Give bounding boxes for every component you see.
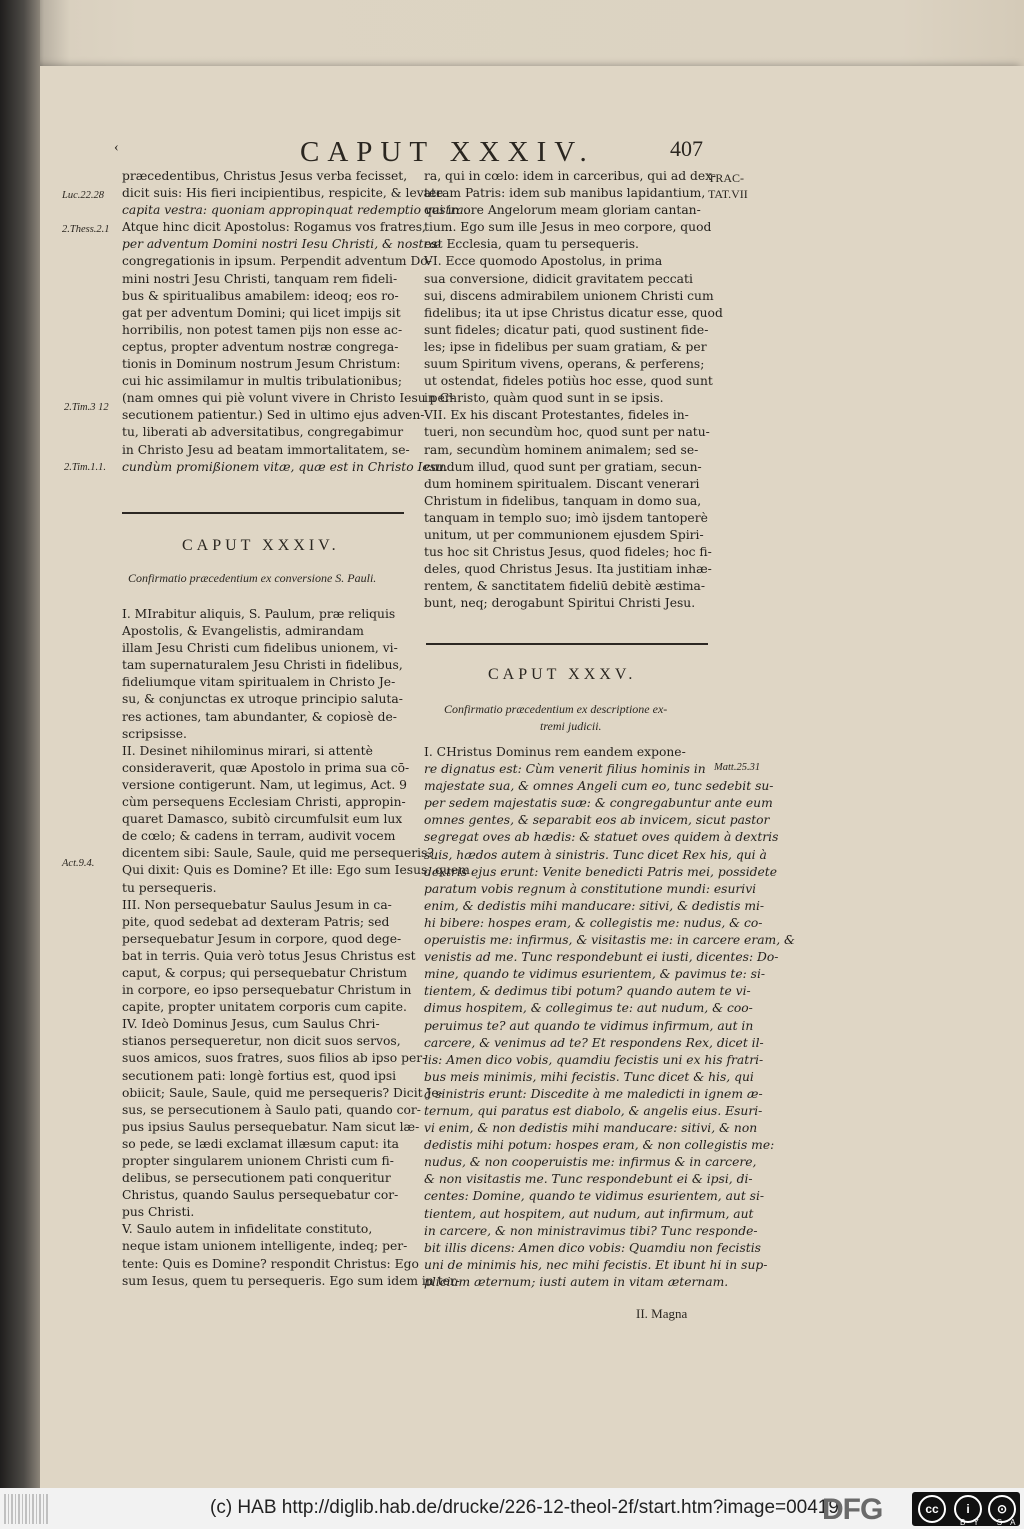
text-line: secutionem pati: longè fortius est, quod ipsi — [122, 1068, 397, 1083]
chapter-35-title: CAPUT XXXV. — [488, 666, 637, 683]
text-line: III. Non persequebatur Saulus Jesum in ca- — [122, 897, 392, 912]
text-line: re dignatus est: Cùm venerit filius hominis in — [424, 762, 706, 777]
text-line: Apostolis, & Evangelistis, admirandam — [122, 624, 364, 639]
header-left-mark: ‹ — [114, 140, 119, 155]
text-line: hi bibere: hospes eram, & collegistis me: nudus, & co- — [424, 915, 763, 930]
cc-icon: cc — [918, 1495, 946, 1523]
text-line: secutionem patientur.) Sed in ultimo ejus adven- — [122, 408, 425, 423]
footer-copyright-link[interactable]: (c) HAB http://diglib.hab.de/drucke/226-12-theol-2f/start.htm?image=00419 — [210, 1497, 839, 1518]
text-line: I. CHristus Dominus rem eandem expone- — [424, 745, 686, 759]
text-line: dum hominem spiritualem. Discant venerari — [424, 476, 700, 491]
chapter-rule — [122, 512, 404, 514]
text-line: dicentem sibi: Saule, Saule, quid me persequeris? — [122, 846, 434, 861]
text-line: lis: Amen dico vobis, quamdiu fecistis uni ex his fratri- — [424, 1052, 764, 1067]
text-line: cundum illud, quod sunt per gratiam, secun- — [424, 459, 702, 474]
page-number: 407 — [670, 136, 703, 161]
text-line: bit illis dicens: Amen dico vobis: Quamdiu non fecistis — [424, 1240, 761, 1255]
text-line: tientem, aut hospitem, aut nudum, aut infirmum, aut — [424, 1206, 754, 1221]
text-line: ternum, qui paratus est diabolo, & angelis eius. Esuri- — [424, 1103, 763, 1118]
text-line: consideraverit, quæ Apostolo in prima sua cō- — [122, 760, 410, 775]
text-line: segregat oves ab hædis: & statuet oves quidem à dextris — [424, 830, 779, 845]
text-line: in Christo, quàm quod sunt in se ipsis. — [424, 391, 664, 406]
text-line: & non visitastis me. Tunc respondebunt ei & ipsi, di- — [424, 1172, 753, 1187]
text-line: persequebatur Jesum in corpore, quod dege- — [122, 931, 402, 946]
text-line: bus & spiritualibus amabilem: ideoq; eos ro- — [122, 288, 399, 303]
text-line: II. Desinet nihilominus mirari, si attentè — [122, 743, 373, 758]
left-column-top — [122, 168, 468, 476]
catchword: II. Magna — [636, 1306, 688, 1321]
text-line: res actiones, tam abundanter, & copiosè de- — [122, 709, 397, 724]
text-line: V. Saulo autem in infidelitate constituto, — [122, 1222, 373, 1237]
text-line: tente: Quis es Domine? respondit Christus: Ego — [122, 1256, 419, 1271]
text-line: sua conversione, didicit gravitatem peccati — [424, 271, 693, 286]
running-head: CAPUT XXXIV. — [300, 136, 595, 168]
text-line: capita vestra: quoniam appropinquat redemptio vestra. — [122, 203, 468, 218]
text-line: (nam omnes qui piè volunt vivere in Christo Iesu per- — [122, 391, 455, 406]
text-line: mine, quando te vidimus esurientem, & pavimus te: si- — [424, 967, 766, 982]
text-line: tanquam in templo suo; imò ijsdem tantoperè — [424, 510, 708, 525]
chapter-34-title: CAPUT XXXIV. — [182, 537, 340, 554]
barcode-icon — [4, 1494, 50, 1524]
text-line: neque istam unionem intelligente, indeq; per- — [122, 1239, 408, 1254]
dfg-logo: DFG — [822, 1493, 883, 1526]
chapter-rule — [426, 643, 708, 645]
book-spine — [0, 0, 40, 1488]
text-line: Christum in fidelibus, tanquam in domo sua, — [424, 493, 702, 508]
text-line: tus hoc sit Christus Jesus, quod fideles; hoc fi- — [424, 545, 712, 560]
text-line: capite, propter unitatem corporis cum capite. — [122, 1000, 407, 1015]
text-line: scripsisse. — [122, 726, 187, 741]
text-line: Atque hinc dicit Apostolus: Rogamus vos fratres, — [122, 220, 426, 235]
text-line: so pede, se lædi exclamat illæsum caput: ita — [122, 1136, 400, 1151]
text-line: dedistis mihi potum: hospes eram, & non collegistis me: — [424, 1138, 775, 1153]
chapter-35-subtitle-line: tremi judicii. — [540, 719, 602, 733]
by-icon: i — [954, 1495, 982, 1523]
text-line: tam supernaturalem Jesu Christi in fidelibus, — [122, 658, 403, 673]
text-line: venistis ad me. Tunc respondebunt ei iusti, dicentes: Do- — [424, 950, 779, 965]
text-line: tionis in Dominum nostrum Jesum Christum: — [122, 357, 401, 372]
text-line: vi enim, & non dedistis mihi manducare: sitivi, & non — [424, 1121, 758, 1136]
text-line: mini nostri Jesu Christi, tanquam rem fideli- — [122, 271, 398, 286]
chapter-34-subtitle: Confirmatio præcedentium ex conversione S. Pauli. — [128, 571, 377, 585]
sa-icon: ⊙ — [988, 1495, 1016, 1523]
text-line: cui hic assimilamur in multis tribulationibus; — [122, 374, 402, 389]
text-line: qui in ore Angelorum meam gloriam cantan- — [424, 203, 701, 218]
text-line: sunt fideles; dicatur pati, quod sustinent fide- — [424, 322, 709, 337]
margin-note-tim-3: 2.Tim.3 12 — [64, 402, 109, 413]
text-line: stianos persequeretur, non dicit suos servos, — [122, 1034, 401, 1049]
text-line: suum Spiritum vivens, operans, & perferens; — [424, 357, 705, 372]
text-line: sus, se persecutionem à Saulo pati, quando cor- — [122, 1102, 421, 1117]
text-line: dextris ejus erunt: Venite benedicti Patris mei, possidete — [424, 864, 778, 879]
text-line: dicit suis: His fieri incipientibus, respicite, & levate — [122, 186, 444, 201]
text-line: gat per adventum Domini; qui licet impijs sit — [122, 305, 401, 320]
text-line: bus meis minimis, mihi fecistis. Tunc dicet & his, qui — [424, 1069, 754, 1084]
margin-note-matt: Matt.25.31 — [714, 762, 761, 773]
text-line: suos amicos, suos fratres, suos filios ab ipso per- — [122, 1051, 427, 1066]
text-line: IV. Ideò Dominus Jesus, cum Saulus Chri- — [122, 1017, 380, 1032]
chapter-35-subtitle-line: Confirmatio præcedentium ex descriptione ex- — [444, 702, 668, 716]
text-line: VI. Ecce quomodo Apostolus, in prima — [424, 254, 663, 269]
chapter-34-body — [122, 606, 470, 1290]
text-line: per sedem majestatis suæ: & congregabuntur ante eum — [424, 796, 773, 811]
text-line: obiicit; Saule, Saule, quid me persequeris? Dicit Je- — [122, 1085, 443, 1100]
text-line: illam Jesu Christi cum fidelibus unionem, vi- — [122, 641, 398, 656]
text-line: paratum vobis regnum à constitutione mundi: esurivi — [424, 881, 757, 896]
margin-note-tim-1: 2.Tim.1.1. — [64, 462, 107, 473]
text-line: ram, secundùm hominem animalem; sed se- — [424, 442, 699, 457]
license-caption: BY SA — [960, 1518, 1024, 1527]
text-line: tu, liberati ab adversitatibus, congregabimur — [122, 425, 404, 440]
text-line: in carcere, & non ministravimus tibi? Tunc responde- — [424, 1223, 758, 1238]
text-line: teram Patris: idem sub manibus lapidantium, — [424, 186, 706, 201]
text-line: in Christo Jesu ad beatam immortalitatem, se- — [122, 442, 410, 457]
text-line: Qui dixit: Quis es Domine? Et ille: Ego sum Iesus, quem — [122, 863, 470, 878]
text-line: sum Iesus, quem tu persequeris. Ego sum idem in ter- — [122, 1273, 460, 1288]
margin-note-thess: 2.Thess.2.1 — [62, 224, 110, 235]
text-line: tientem, & dedimus tibi potum? quando autem te vi- — [424, 984, 751, 999]
text-line: Christus, quando Saulus persequebatur cor- — [122, 1188, 399, 1203]
text-line: les; ipse in fidelibus per suam gratiam, & per — [424, 339, 707, 354]
text-line: deles, quod Christus Jesus. Ita justitiam inhæ- — [424, 562, 712, 577]
text-line: omnes gentes, & separabit eos ab invicem, sicut pastor — [424, 813, 770, 828]
text-line: fidelibus; ita ut ipse Christus dicatur esse, quod — [424, 305, 723, 320]
text-line: bat in terris. Quia verò totus Jesus Christus est — [122, 948, 416, 963]
text-line: unitum, ut per communionem ejusdem Spiri- — [424, 527, 704, 542]
text-line: suis, hædos autem à sinistris. Tunc dicet Rex his, qui à — [424, 847, 767, 862]
text-line: pus ipsius Saulus persequebatur. Nam sicut læ- — [122, 1119, 420, 1134]
tractat-line: TAT.VII — [708, 187, 748, 201]
text-line: sui, discens admirabilem unionem Christi cum — [424, 288, 714, 303]
text-line: enim, & dedistis mihi manducare: sitivi, & dedistis mi- — [424, 898, 765, 913]
text-line: præcedentibus, Christus Jesus verba fecisset, — [122, 169, 408, 183]
text-line: in corpore, eo ipso persequebatur Christum in — [122, 983, 412, 998]
text-line: ut ostendat, fideles potiùs hoc esse, quod sunt — [424, 374, 713, 389]
text-line: à sinistris erunt: Discedite à me maledicti in ignem æ- — [424, 1086, 763, 1101]
text-line: pite, quod sedebat ad dexteram Patris; sed — [122, 914, 390, 929]
text-line: operuistis me: infirmus, & visitastis me: in carcere eram, & — [424, 933, 795, 948]
text-line: dimus hospitem, & collegimus te: aut nudum, & coo- — [424, 1001, 753, 1016]
text-line: rentem, & sanctitatem fideliū debitè æstima- — [424, 579, 706, 594]
text-line: ra, qui in cœlo: idem in carceribus, qui ad dex- — [424, 169, 717, 183]
margin-note-luc: Luc.22.28 — [62, 190, 104, 201]
text-line: horribilis, non potest tamen pijs non esse ac- — [122, 322, 403, 337]
text-line: plicium æternum; iusti autem in vitam æternam. — [424, 1274, 729, 1289]
right-column-top — [424, 168, 723, 612]
text-line: su, & conjunctas ex utroque principio saluta- — [122, 692, 403, 707]
text-line: tu persequeris. — [122, 880, 217, 895]
text-line: congregationis in ipsum. Perpendit adventum Do- — [122, 254, 432, 269]
text-line: est Ecclesia, quam tu persequeris. — [424, 237, 639, 252]
text-line: carcere, & venimus ad te? Et respondens Rex, dicet il- — [424, 1035, 764, 1050]
text-line: pus Christi. — [122, 1205, 195, 1220]
text-line: centes: Domine, quando te vidimus esurientem, aut si- — [424, 1189, 765, 1204]
text-line: tueri, non secundùm hoc, quod sunt per natu- — [424, 425, 710, 440]
text-line: cundùm promißionem vitæ, quæ est in Christo Iesu. — [122, 459, 448, 474]
text-line: tium. Ego sum ille Jesus in meo corpore, quod — [424, 220, 712, 235]
margin-note-act: Act.9.4. — [62, 858, 95, 869]
text-line: caput, & corpus; qui persequebatur Christum — [122, 965, 408, 980]
text-line: propter singularem unionem Christi cum fi- — [122, 1154, 394, 1168]
text-line: VII. Ex his discant Protestantes, fideles in- — [424, 408, 689, 423]
text-line: versione contigerunt. Nam, ut legimus, Act. 9 — [122, 777, 407, 792]
text-line: fideliumque vitam spiritualem in Christo Je- — [122, 675, 396, 690]
text-line: majestate sua, & omnes Angeli cum eo, tunc sedebit su- — [424, 779, 774, 794]
text-line: ceptus, propter adventum nostræ congrega- — [122, 339, 399, 354]
text-line: de cœlo; & cadens in terram, audivit vocem — [122, 829, 396, 844]
text-line: delibus, se persecutionem pati conqueritur — [122, 1171, 391, 1186]
text-line: quaret Damasco, subitò circumfulsit eum lux — [122, 812, 403, 827]
tractat-line: TRAC- — [708, 171, 744, 185]
text-line: uni de minimis his, nec mihi fecistis. Et ibunt hi in sup- — [424, 1257, 768, 1272]
text-line: peruimus te? aut quando te vidimus infirmum, aut in — [424, 1018, 754, 1033]
text-line: bunt, neq; derogabunt Spiritui Christi Jesu. — [424, 596, 696, 611]
text-line: per adventum Domini nostri Iesu Christi, & nostræ — [122, 237, 441, 252]
text-line: nudus, & non cooperuistis me: infirmus & in carcere, — [424, 1155, 757, 1170]
text-line: cùm persequens Ecclesiam Christi, appropin- — [122, 795, 406, 810]
text-line: I. MIrabitur aliquis, S. Paulum, præ reliquis — [122, 607, 396, 621]
